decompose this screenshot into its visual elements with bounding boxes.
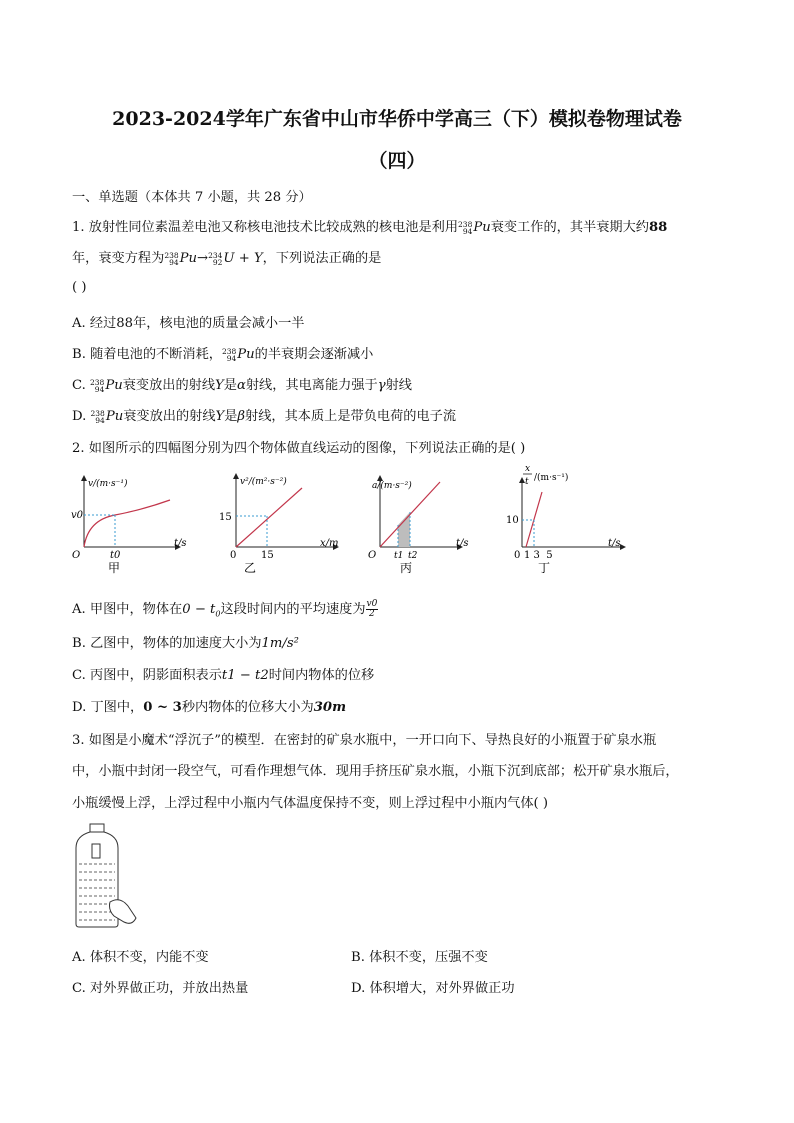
jia-origin: O [72,550,81,561]
q1-paren: ( ) [72,280,87,295]
q1-option-d[interactable]: D. 238 94 Pu衰变放出的射线Y是β射线，其本质上是带负电荷的电子流 [72,408,457,425]
q1-option-c[interactable]: C. 238 94 Pu衰变放出的射线Y是α射线，其电离能力强于γ射线 [72,377,412,394]
yi-origin: 0 [230,550,237,561]
graph-yi [219,474,339,575]
ding-ytick: 10 [506,515,519,526]
q1-option-a[interactable]: A. 经过88年，核电池的质量会减小一半 [72,316,305,331]
q3-stem-line2: 中，小瓶中封闭一段空气，可看作理想气体．现用手挤压矿泉水瓶，小瓶下沉到底部；松开矿泉水瓶后， [72,764,679,779]
pu-isotope: 238 94 [458,219,473,236]
section-header: 一、单选题（本体共 7 小题，共 28 分） [72,190,312,205]
yi-xlabel: x/m [320,538,339,549]
bing-caption: 丙 [400,561,413,575]
yi-ylabel: v²/(m²·s⁻²) [240,477,287,487]
bing-xlabel: t/s [456,538,469,549]
graph-jia [71,476,187,575]
q1-stem-line2: 年，衰变方程为 238 94 Pu→ 234 92 U + Y，下列说法正确的是 [72,250,382,267]
fraction-v0-over-2: $\frac{v0}{2}$ [366,599,378,619]
q1-option-b[interactable]: B. 随着电池的不断消耗， 238 94 Pu的半衰期会逐渐减小 [72,346,374,363]
jia-ytick: v0 [71,510,84,521]
bing-xtick1: t1 [394,551,404,561]
jia-caption: 甲 [108,561,121,575]
q3-option-d[interactable]: D. 体积增大，对外界做正功 [351,981,515,996]
q2-option-d[interactable]: D. 丁图中，0 ~ 3秒内物体的位移大小为30m [72,700,347,715]
jia-xlabel: t/s [174,538,187,549]
q1-stem-line1: 1. 放射性同位素温差电池又称核电池技术比较成熟的核电池是利用 238 94 Pu衰变工作的，其半衰期大约88 [72,219,668,236]
ding-ylabel-den: t [525,477,529,487]
graph-ding [506,464,625,575]
q3-stem-line1: 3. 如图是小魔术“浮沉子”的模型．在密封的矿泉水瓶中，一开口向下、导热良好的小瓶置于矿泉水瓶 [72,733,657,748]
ding-origin: 0 [514,550,521,561]
yi-ytick: 15 [219,512,232,523]
jia-ylabel: v/(m·s⁻¹) [88,479,128,489]
q2-option-a[interactable]: A. 甲图中，物体在$0 - t_0$这段时间内的平均速度为 $\frac{v0}{2}$ [72,599,378,619]
jia-xtick: t0 [110,550,121,561]
q3-option-a[interactable]: A. 体积不变，内能不变 [72,950,209,965]
yi-xtick: 15 [261,550,274,561]
small-vial [92,844,100,858]
q3-stem-line3: 小瓶缓慢上浮，上浮过程中小瓶内气体温度保持不变，则上浮过程中小瓶内气体( ) [72,796,549,811]
q2-graphs [70,462,710,584]
graph-bing [368,476,469,575]
q3-option-c[interactable]: C. 对外界做正功，并放出热量 [72,981,249,996]
bing-ylabel: a/(m·s⁻²) [372,481,412,491]
page-title: 2023-2024学年广东省中山市华侨中学高三（下）模拟卷物理试卷 [112,108,682,130]
bing-origin: O [368,550,377,561]
q2-option-b[interactable]: B. 乙图中，物体的加速度大小为1m/s² [72,636,299,651]
yi-caption: 乙 [244,561,257,575]
ding-ylabel-num: x [525,464,531,474]
ding-xlabel: t/s [608,538,621,549]
ding-caption: 丁 [538,561,551,575]
ding-ylabel-unit: /(m·s⁻¹) [534,473,569,483]
q2-option-c[interactable]: C. 丙图中，阴影面积表示t1 − t2时间内物体的位移 [72,668,375,683]
q2-stem: 2. 如图所示的四幅图分别为四个物体做直线运动的图像，下列说法正确的是( ) [72,441,526,456]
bing-xtick2: t2 [408,551,418,561]
ding-xticks: 1 3 5 [524,550,553,561]
hand-icon [110,900,137,924]
bottle-illustration [70,822,150,932]
page-title-line2: （四） [368,150,426,172]
q3-option-b[interactable]: B. 体积不变，压强不变 [351,950,488,965]
